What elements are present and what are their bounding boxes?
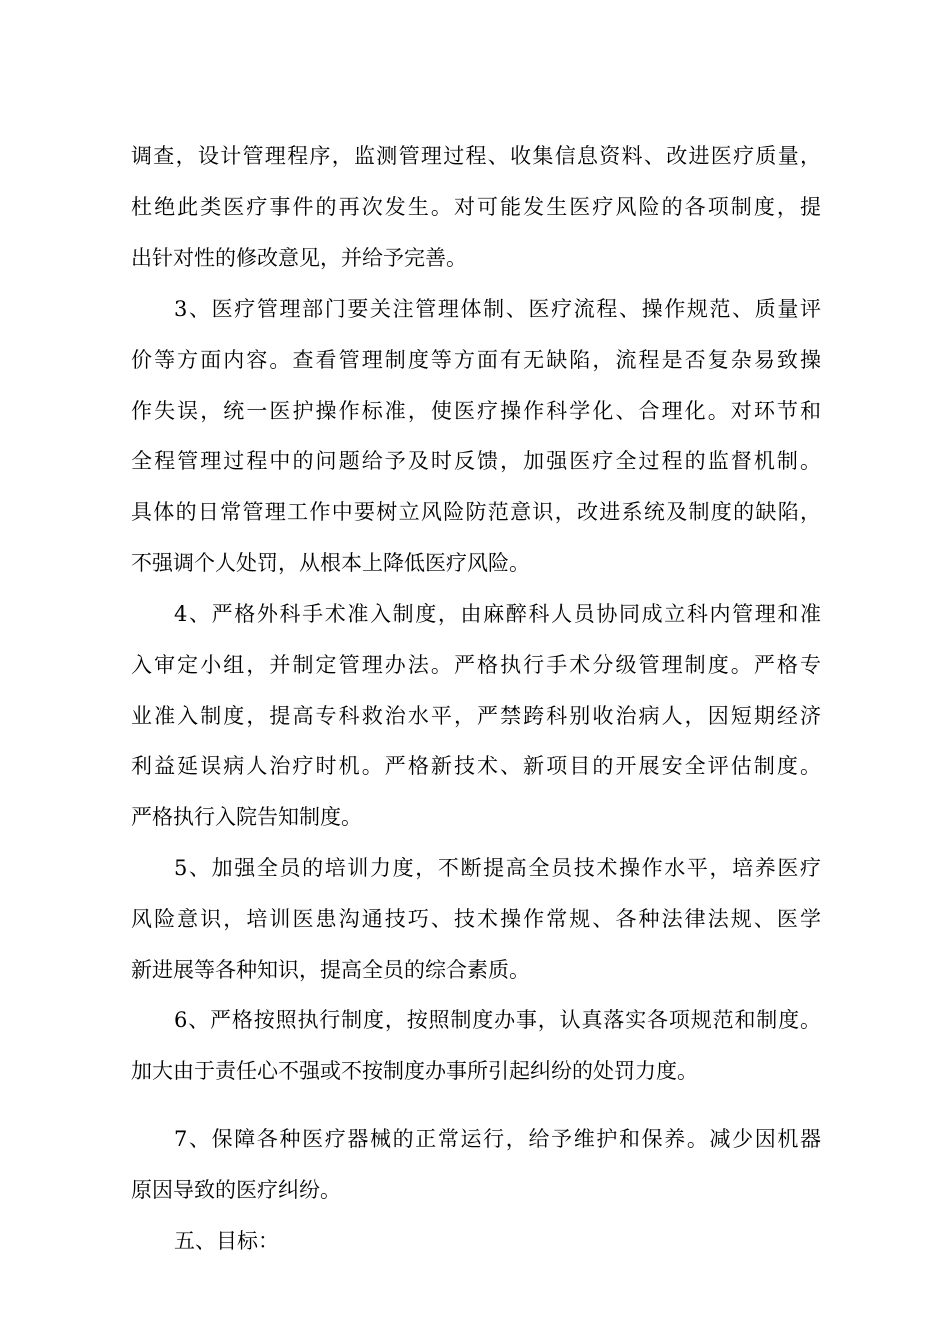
text-line: 杜绝此类医疗事件的再次发生。对可能发生医疗风险的各项制度，提 xyxy=(131,195,821,219)
text-line: 3、医疗管理部门要关注管理体制、医疗流程、操作规范、质量评 xyxy=(174,297,821,321)
text-line: 5、加强全员的培训力度，不断提高全员技术操作水平，培养医疗 xyxy=(174,856,821,880)
text-line: 价等方面内容。查看管理制度等方面有无缺陷，流程是否复杂易致操 xyxy=(131,348,821,372)
text-line: 具体的日常管理工作中要树立风险防范意识，改进系统及制度的缺陷， xyxy=(131,500,821,524)
text-line: 出针对性的修改意见，并给予完善。 xyxy=(131,246,467,270)
text-line: 严格执行入院告知制度。 xyxy=(131,805,362,829)
text-line: 不强调个人处罚，从根本上降低医疗风险。 xyxy=(131,551,530,575)
text-line: 4、严格外科手术准入制度，由麻醉科人员协同成立科内管理和准 xyxy=(174,602,821,626)
text-line: 调查，设计管理程序，监测管理过程、收集信息资料、改进医疗质量， xyxy=(131,144,821,168)
section-heading: 五、目标： xyxy=(174,1229,279,1253)
text-line: 7、保障各种医疗器械的正常运行，给予维护和保养。减少因机器 xyxy=(174,1127,821,1151)
text-line: 新进展等各种知识，提高全员的综合素质。 xyxy=(131,958,530,982)
text-line: 全程管理过程中的问题给予及时反馈，加强医疗全过程的监督机制。 xyxy=(131,449,821,473)
text-line: 作失误，统一医护操作标准，使医疗操作科学化、合理化。对环节和 xyxy=(131,399,821,423)
text-line: 业准入制度，提高专科救治水平，严禁跨科别收治病人，因短期经济 xyxy=(131,704,821,728)
text-line: 入审定小组，并制定管理办法。严格执行手术分级管理制度。严格专 xyxy=(131,653,821,677)
text-line: 原因导致的医疗纠纷。 xyxy=(131,1178,341,1202)
text-line: 利益延误病人治疗时机。严格新技术、新项目的开展安全评估制度。 xyxy=(131,754,821,778)
text-line: 加大由于责任心不强或不按制度办事所引起纠纷的处罚力度。 xyxy=(131,1059,698,1083)
text-line: 风险意识，培训医患沟通技巧、技术操作常规、各种法律法规、医学 xyxy=(131,907,821,931)
text-line: 6、严格按照执行制度，按照制度办事，认真落实各项规范和制度。 xyxy=(174,1008,821,1032)
